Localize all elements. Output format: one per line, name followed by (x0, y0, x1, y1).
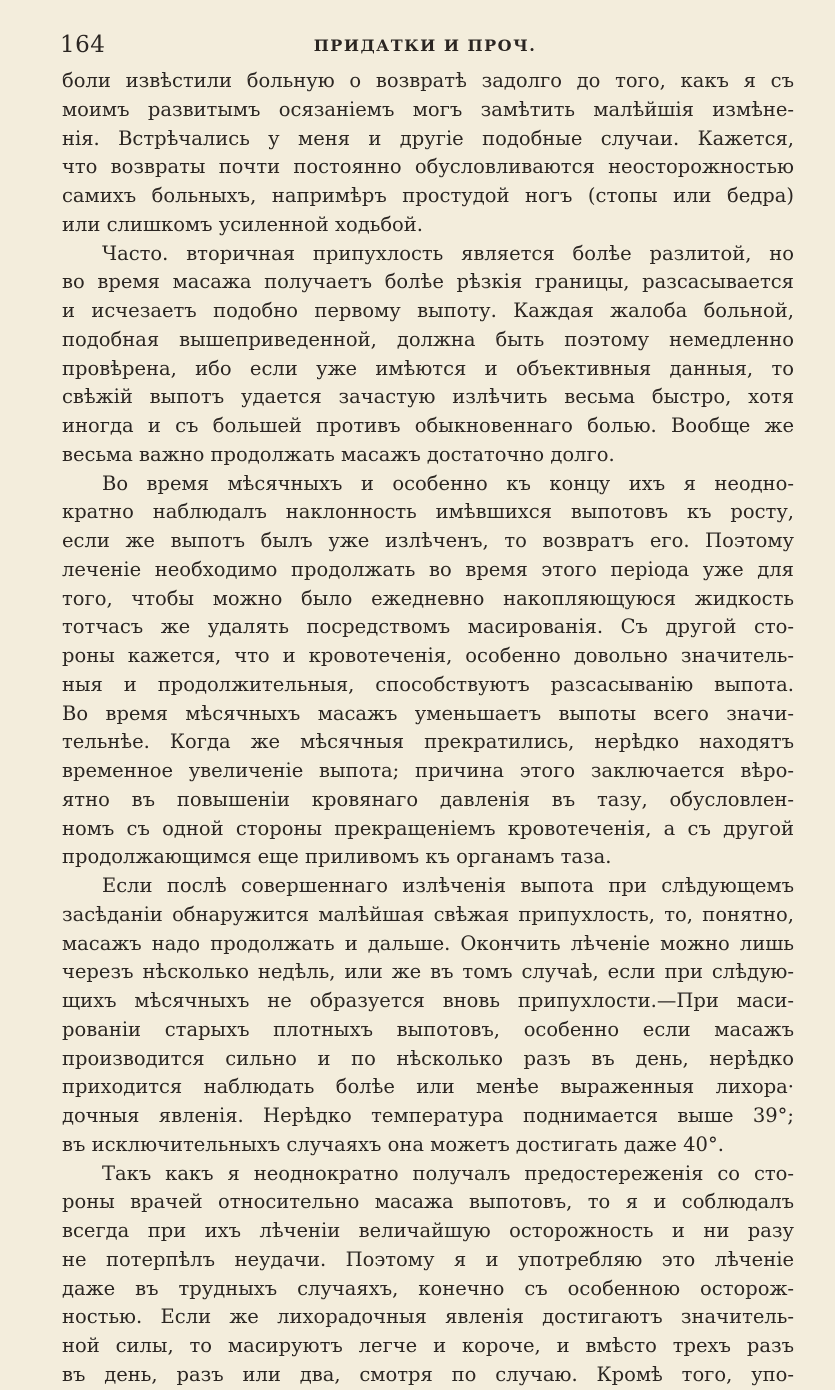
text-line: самихъ больныхъ, напримѣръ простудой ногъ (стопы или бедра) (62, 184, 794, 207)
text-line: моимъ развитымъ осязаніемъ могъ замѣтить малѣйшія измѣне- (62, 97, 794, 121)
text-line: ятно въ повышеніи кровянаго давленія въ тазу, обусловлен- (62, 787, 794, 811)
text-line: всегда при ихъ лѣченіи величайшую осторожность и ни разу (62, 1219, 794, 1242)
text-line: того, чтобы можно было ежедневно накопляющуюся жидкость (62, 586, 794, 610)
text-line: ной силы, то масируютъ легче и короче, и вмѣсто трехъ разъ (62, 1334, 794, 1357)
text-line: свѣжій выпотъ удается зачастую излѣчить весьма быстро, хотя (62, 385, 794, 409)
text-line: дочныя явленія. Нерѣдко температура поднимается выше 39°; (62, 1104, 794, 1127)
text-line: временное увеличеніе выпота; причина этого заключается вѣро- (62, 759, 794, 782)
text-line: во время масажа получаетъ болѣе рѣзкія границы, разсасывается (62, 270, 794, 294)
text-line: щихъ мѣсячныхъ не образуется вновь припухлости.—При маси- (62, 989, 794, 1012)
page-number: 164 (60, 32, 106, 58)
text-line: тельнѣе. Когда же мѣсячныя прекратились, нерѣдко находятъ (62, 730, 794, 754)
text-line: Если послѣ совершеннаго излѣченія выпота при слѣдующемъ (102, 874, 794, 897)
text-line: иногда и съ большей противъ обыкновеннаго болью. Вообще же (62, 414, 794, 437)
text-line: что возвраты почти постоянно обусловливаются неосторожностью (62, 155, 794, 179)
text-line: производится сильно и по нѣсколько разъ въ день, нерѣдко (62, 1046, 794, 1070)
text-line: ныя и продолжительныя, способствуютъ разсасыванію выпота. (62, 672, 794, 696)
text-line: леченіе необходимо продолжать во время этого періода уже для (62, 557, 794, 581)
text-line: нія. Встрѣчались у меня и другіе подобные случаи. Кажется, (62, 126, 794, 150)
text-line: кратно наблюдалъ наклонность имѣвшихся выпотовъ къ росту, (62, 500, 794, 524)
text-line: продолжающимся еще приливомъ къ органамъ таза. (62, 845, 612, 869)
text-line: подобная вышеприведенной, должна быть поэтому немедленно (62, 327, 794, 351)
body-text (62, 67, 794, 1390)
text-line: масажъ надо продолжать и дальше. Окончить лѣченіе можно лишь (62, 931, 794, 955)
text-line: Во время мѣсячныхъ масажъ уменьшаетъ выпоты всего значи- (62, 701, 794, 725)
text-line: роны врачей относительно масажа выпотовъ, то я и соблюдалъ (62, 1190, 794, 1214)
text-line: номъ съ одной стороны прекращеніемъ кровотеченія, а съ другой (62, 816, 794, 840)
text-line: тотчасъ же удалять посредствомъ масированія. Съ другой сто- (62, 615, 794, 639)
text-line: если же выпотъ былъ уже излѣченъ, то возвратъ его. Поэтому (62, 529, 794, 552)
text-line: весьма важно продолжать масажъ достаточно долго. (62, 442, 615, 466)
text-line: черезъ нѣсколько недѣль, или же въ томъ случаѣ, если при слѣдую- (62, 960, 794, 984)
text-line: или слишкомъ усиленной ходьбой. (62, 212, 423, 236)
text-line: приходится наблюдать болѣе или менѣе выраженныя лихора· (62, 1075, 794, 1099)
text-line: не потерпѣлъ неудачи. Поэтому я и употребляю это лѣченіе (62, 1247, 794, 1271)
text-line: ностью. Если же лихорадочныя явленія достигаютъ значитель- (62, 1305, 794, 1329)
text-line: въ исключительныхъ случаяхъ она можетъ достигать даже 40°. (62, 1132, 724, 1156)
text-line: даже въ трудныхъ случаяхъ, конечно съ особенною осторож- (62, 1276, 794, 1300)
text-line: Часто. вторичная припухлость является болѣе разлитой, но (102, 241, 794, 265)
page-header (60, 32, 790, 64)
text-line: засѣданіи обнаружится малѣйшая свѣжая припухлость, то, понятно, (62, 902, 794, 926)
text-line: боли извѣстили больную о возвратѣ задолго до того, какъ я съ (62, 69, 794, 92)
running-title: ПРИДАТКИ И ПРОЧ. (313, 36, 537, 55)
text-line: и исчезаетъ подобно первому выпоту. Каждая жалоба больной, (62, 299, 794, 322)
text-line: роны кажется, что и кровотеченія, особенно довольно значитель- (62, 644, 794, 667)
text-line: въ день, разъ или два, смотря по случаю. Кромѣ того, упо- (62, 1362, 794, 1386)
text-line: провѣрена, ибо если уже имѣются и объективныя данныя, то (62, 356, 794, 380)
text-line: Во время мѣсячныхъ и особенно къ концу ихъ я неодно- (102, 471, 794, 495)
text-line: Такъ какъ я неоднократно получалъ предостереженія со сто- (102, 1161, 794, 1185)
text-line: рованіи старыхъ плотныхъ выпотовъ, особенно если масажъ (62, 1017, 794, 1041)
